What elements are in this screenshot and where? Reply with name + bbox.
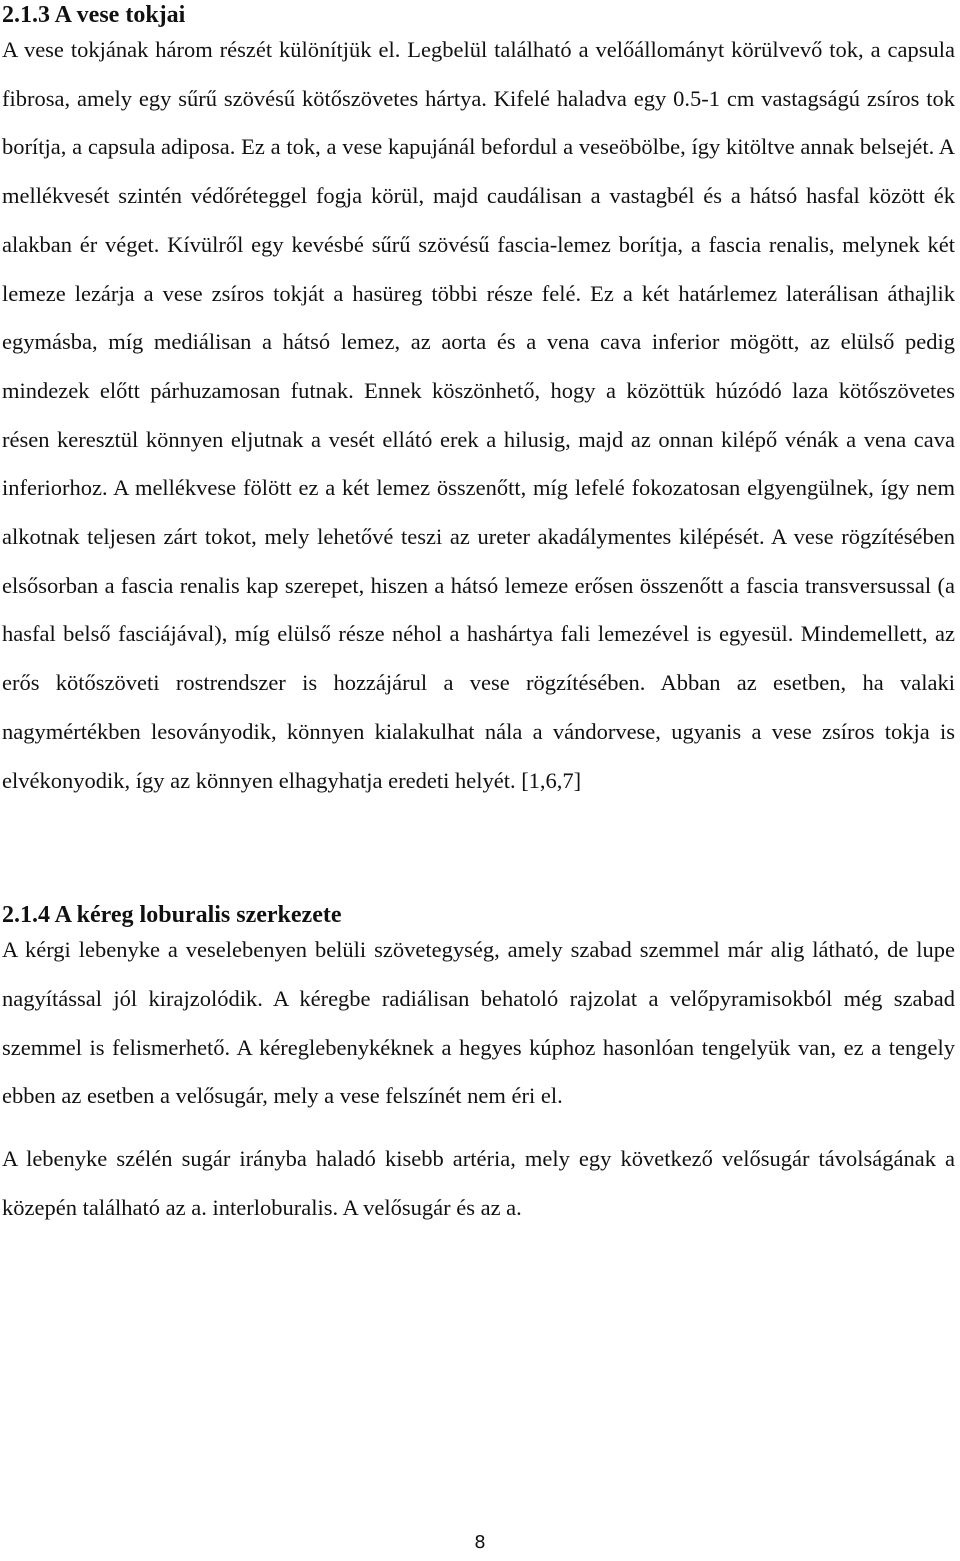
section-heading-vese-tokjai: 2.1.3 A vese tokjai — [2, 2, 186, 28]
paragraph-vese-tokjai: A vese tokjának három részét különítjük el. Legbelül található a velőállományt körülvevő tok, a capsula fibrosa, amely egy sűrű szövésű kötőszövetes hártya. Kifelé haladva egy 0.5-1 cm vastagságú zsíros tok borítja, a capsula adiposa. Ez a tok, a vese kapujánál befordul a veseöbölbe, így kitöltve annak belsejét. A mellékvesét szintén védőréteggel fogja körül, majd caudálisan a vastagbél és a hátsó hasfal között ék alakban ér véget. Kívülről egy kevésbé sűrű szövésű fascia-lemez borítja, a fascia renalis, melynek két lemeze lezárja a vese zsíros tokját a hasüreg többi része felé. Ez a két határlemez laterálisan áthajlik egymásba, míg mediálisan a hátsó lemez, az aorta és a vena cava inferior mögött, az elülső pedig mindezek előtt párhuzamosan futnak. Ennek köszönhető, hogy a közöttük húzódó laza kötőszövetes résen keresztül könnyen eljutnak a vesét ellátó erek a hilusig, majd az onnan kilépő vénák a vena cava inferiorhoz. A mellékvese fölött ez a két lemez összenőtt, míg lefelé fokozatosan elgyengülnek, így nem alkotnak teljesen zárt tokot, mely lehetővé teszi az ureter akadálymentes kilépését. A vese rögzítésében elsősorban a fascia renalis kap szerepet, hiszen a hátsó lemeze erősen összenőtt a fascia transversussal (a hasfal belső fasciájával), míg elülső része néhol a hashártya fali lemezével is egyesül. Mindemellett, az erős kötőszöveti rostrendszer is hozzájárul a vese rögzítésében. Abban az esetben, ha valaki nagymértékben lesoványodik, könnyen kialakulhat nála a vándorvese, ugyanis a vese zsíros tokja is elvékonyodik, így az könnyen elhagyhatja eredeti helyét. [1,6,7] — [2, 37, 955, 793]
section-heading-kereg-loburalis: 2.1.4 A kéreg loburalis szerkezete — [2, 902, 342, 929]
document-page — [2, 0, 955, 1232]
paragraph-kergi-lebenyke: A kérgi lebenyke a veselebenyen belüli szövetegység, amely szabad szemmel már alig látható, de lupe nagyítással jól kirajzolódik. A kéregbe radiálisan behatoló rajzolat a velőpyramisokból még szabad szemmel is felismerhető. A kéreglebenykéknek a hegyes kúphoz hasonlóan tengelyük van, ez a tengely ebben az esetben a velősugár, mely a vese felszínét nem éri el. — [2, 937, 955, 1109]
paragraph-lebenyke-szelen: A lebenyke szélén sugár irányba haladó kisebb artéria, mely egy következő velősugár távolságának a közepén található az a. interloburalis. A velősugár és az a. — [2, 1146, 955, 1220]
page-number: 8 — [474, 1532, 486, 1553]
